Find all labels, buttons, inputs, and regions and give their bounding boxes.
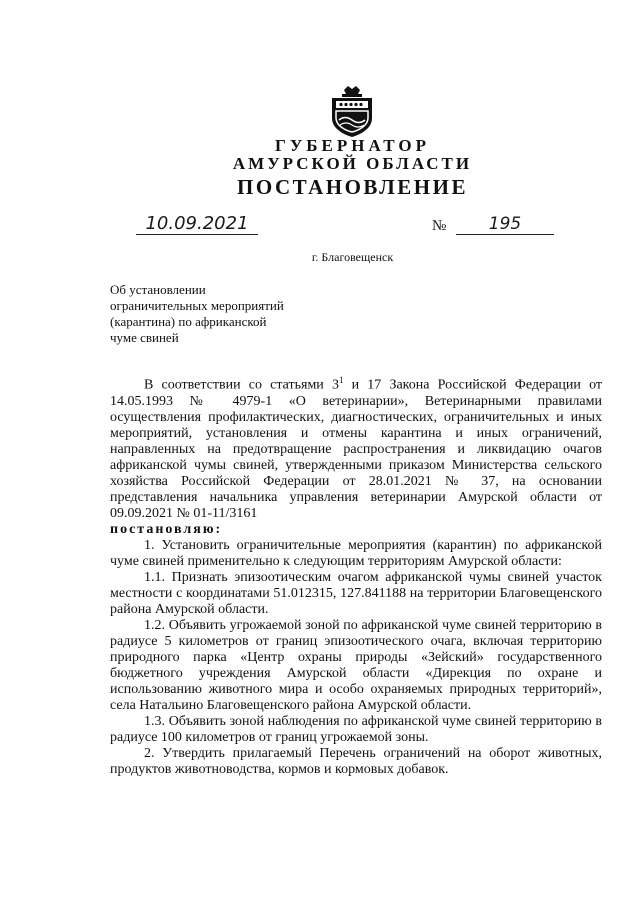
document-body: [110, 372, 602, 778]
subject-line: (карантина) по африканской: [110, 314, 267, 329]
item-paragraph: 1.2. Объявить угрожаемой зоной по африканской чуме свиней территорию в радиусе 5 километров от границ эпизоотического очага, включая территорию природного парка «Центр охраны природы «Зейский» государственного бюджетного учреждения Амурской области «Дирекция по охране и использованию животного мира и особо охраняемых природных территорий», села Натальино Благовещенского района Амурской области.: [110, 617, 602, 713]
subject-line: Об установлении: [110, 282, 206, 297]
item-paragraph: 1. Установить ограничительные мероприятия (карантин) по африканской чуме свиней применительно к следующим территориям Амурской области:: [110, 537, 602, 569]
preamble-text-start: В соответствии со статьями 3: [144, 377, 339, 393]
document-subject: [110, 282, 284, 346]
item-paragraph: 1.3. Объявить зоной наблюдения по африканской чуме свиней территорию в радиусе 100 километров от границ угрожаемой зоны.: [110, 713, 602, 745]
item-paragraph: 2. Утвердить прилагаемый Перечень ограничений на оборот животных, продуктов животноводства, кормов и кормовых добавок.: [110, 745, 602, 777]
preamble-text-end: и 17 Закона Российской Федерации от 14.05.1993 № 4979-1 «О ветеринарии», Ветеринарными правилами осуществления профилактических, диагностических, ограничительных и иных мероприятий, установления и отмены карантина и иных ограничений, направленных на предотвращение распространения и ликвидацию очагов африканской чумы свиней, утвержденными приказом Министерства сельского хозяйства Российской Федерации от 28.01.2021 № 37, на основании представления начальника управления ветеринарии Амурской области от 09.09.2021 № 01-11/3161: [110, 377, 603, 521]
preamble-paragraph: [110, 372, 602, 522]
item-paragraph: 1.1. Признать эпизоотическим очагом африканской чумы свиней участок местности с координатами 51.012315, 127.841188 на территории Благовещенского района Амурской области.: [110, 569, 602, 617]
document-type: ПОСТАНОВЛЕНИЕ: [237, 175, 468, 199]
subject-line: ограничительных мероприятий: [110, 298, 284, 313]
issuer-region: АМУРСКОЙ ОБЛАСТИ: [232, 154, 473, 173]
subject-line: чуме свиней: [110, 330, 179, 345]
document-date: 10.09.2021: [136, 214, 258, 235]
issue-city: г. Благовещенск: [311, 250, 394, 264]
issuer-title: ГУБЕРНАТОР: [275, 136, 430, 155]
coat-of-arms-icon: [328, 84, 376, 138]
decree-word: постановляю:: [110, 521, 223, 537]
number-sign: №: [432, 218, 447, 234]
preamble-superscript: 1: [338, 375, 344, 385]
document-number: 195: [456, 214, 554, 235]
